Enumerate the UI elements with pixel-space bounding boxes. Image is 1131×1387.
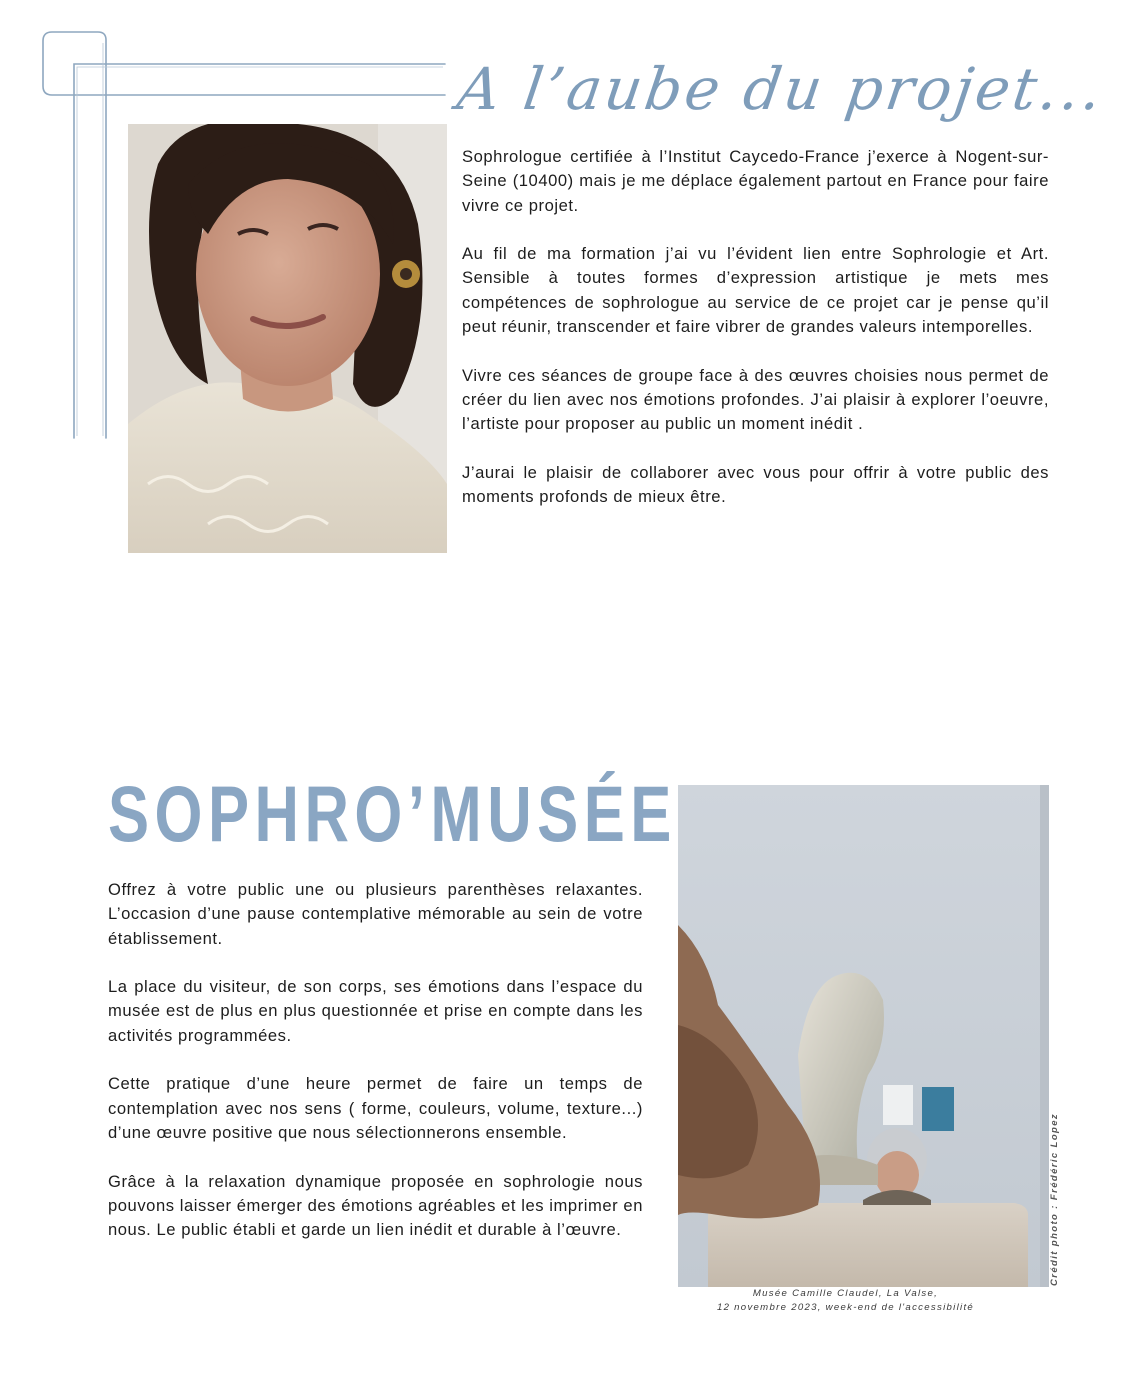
sophro-paragraph: Cette pratique d’une heure permet de faire un temps de contemplation avec nos sens ( forme, couleurs, volume, texture...) d’une œuvre positive que nous sélectionnerons ensemble. [108,1074,643,1142]
photo-credit: Crédit photo : Frédéric Lopez [1049,1112,1060,1286]
section-script-title: A l’aube du projet... [453,55,1109,123]
museum-photo [678,785,1049,1287]
sophro-paragraph: Grâce à la relaxation dynamique proposée en sophrologie nous pouvons laisser émerger des émotions agréables et les imprimer en nous. Le public établi et garde un lien inédit et durable à l’œuvre. [108,1171,643,1240]
intro-paragraph: Au fil de ma formation j’ai vu l’évident lien entre Sophrologie et Art. Sensible à toutes formes d’expression artistique je mets mes compétences de sophrologue au service de ce projet car je pense qu’il peut réunir, transcender et faire vibrer de grandes valeurs intemporelles. [462,244,1049,337]
sophro-musee-title: SOPHRO’MUSÉE [108,769,677,858]
sophro-paragraph: Offrez à votre public une ou plusieurs parenthèses relaxantes. L’occasion d’une pause contemplative mémorable au sein de votre établissement. [108,880,643,948]
sophro-paragraph: La place du visiteur, de son corps, ses émotions dans l’espace du musée est de plus en plus questionnée et prise en compte dans les activités programmées. [108,977,643,1045]
intro-paragraph: Vivre ces séances de groupe face à des œuvres choisies nous permet de créer du lien avec nos émotions profondes. J’ai plaisir à explorer l’oeuvre, l’artiste pour proposer au public un moment inédit . [462,365,1049,434]
intro-paragraph: J’aurai le plaisir de collaborer avec vous pour offrir à votre public des moments profonds de mieux être. [462,462,1049,507]
photo-caption [678,1287,1013,1314]
caption-line: 12 novembre 2023, week-end de l'accessibilité [716,1301,975,1313]
portrait-photo [128,124,447,553]
caption-line: Musée Camille Claudel, La Valse, [752,1288,939,1299]
intro-text [462,145,1049,509]
sophro-musee-text [108,878,643,1242]
intro-paragraph: Sophrologue certifiée à l’Institut Caycedo-France j’exerce à Nogent-sur-Seine (10400) mais je me déplace également partout en France pour faire vivre ce projet. [462,147,1049,215]
